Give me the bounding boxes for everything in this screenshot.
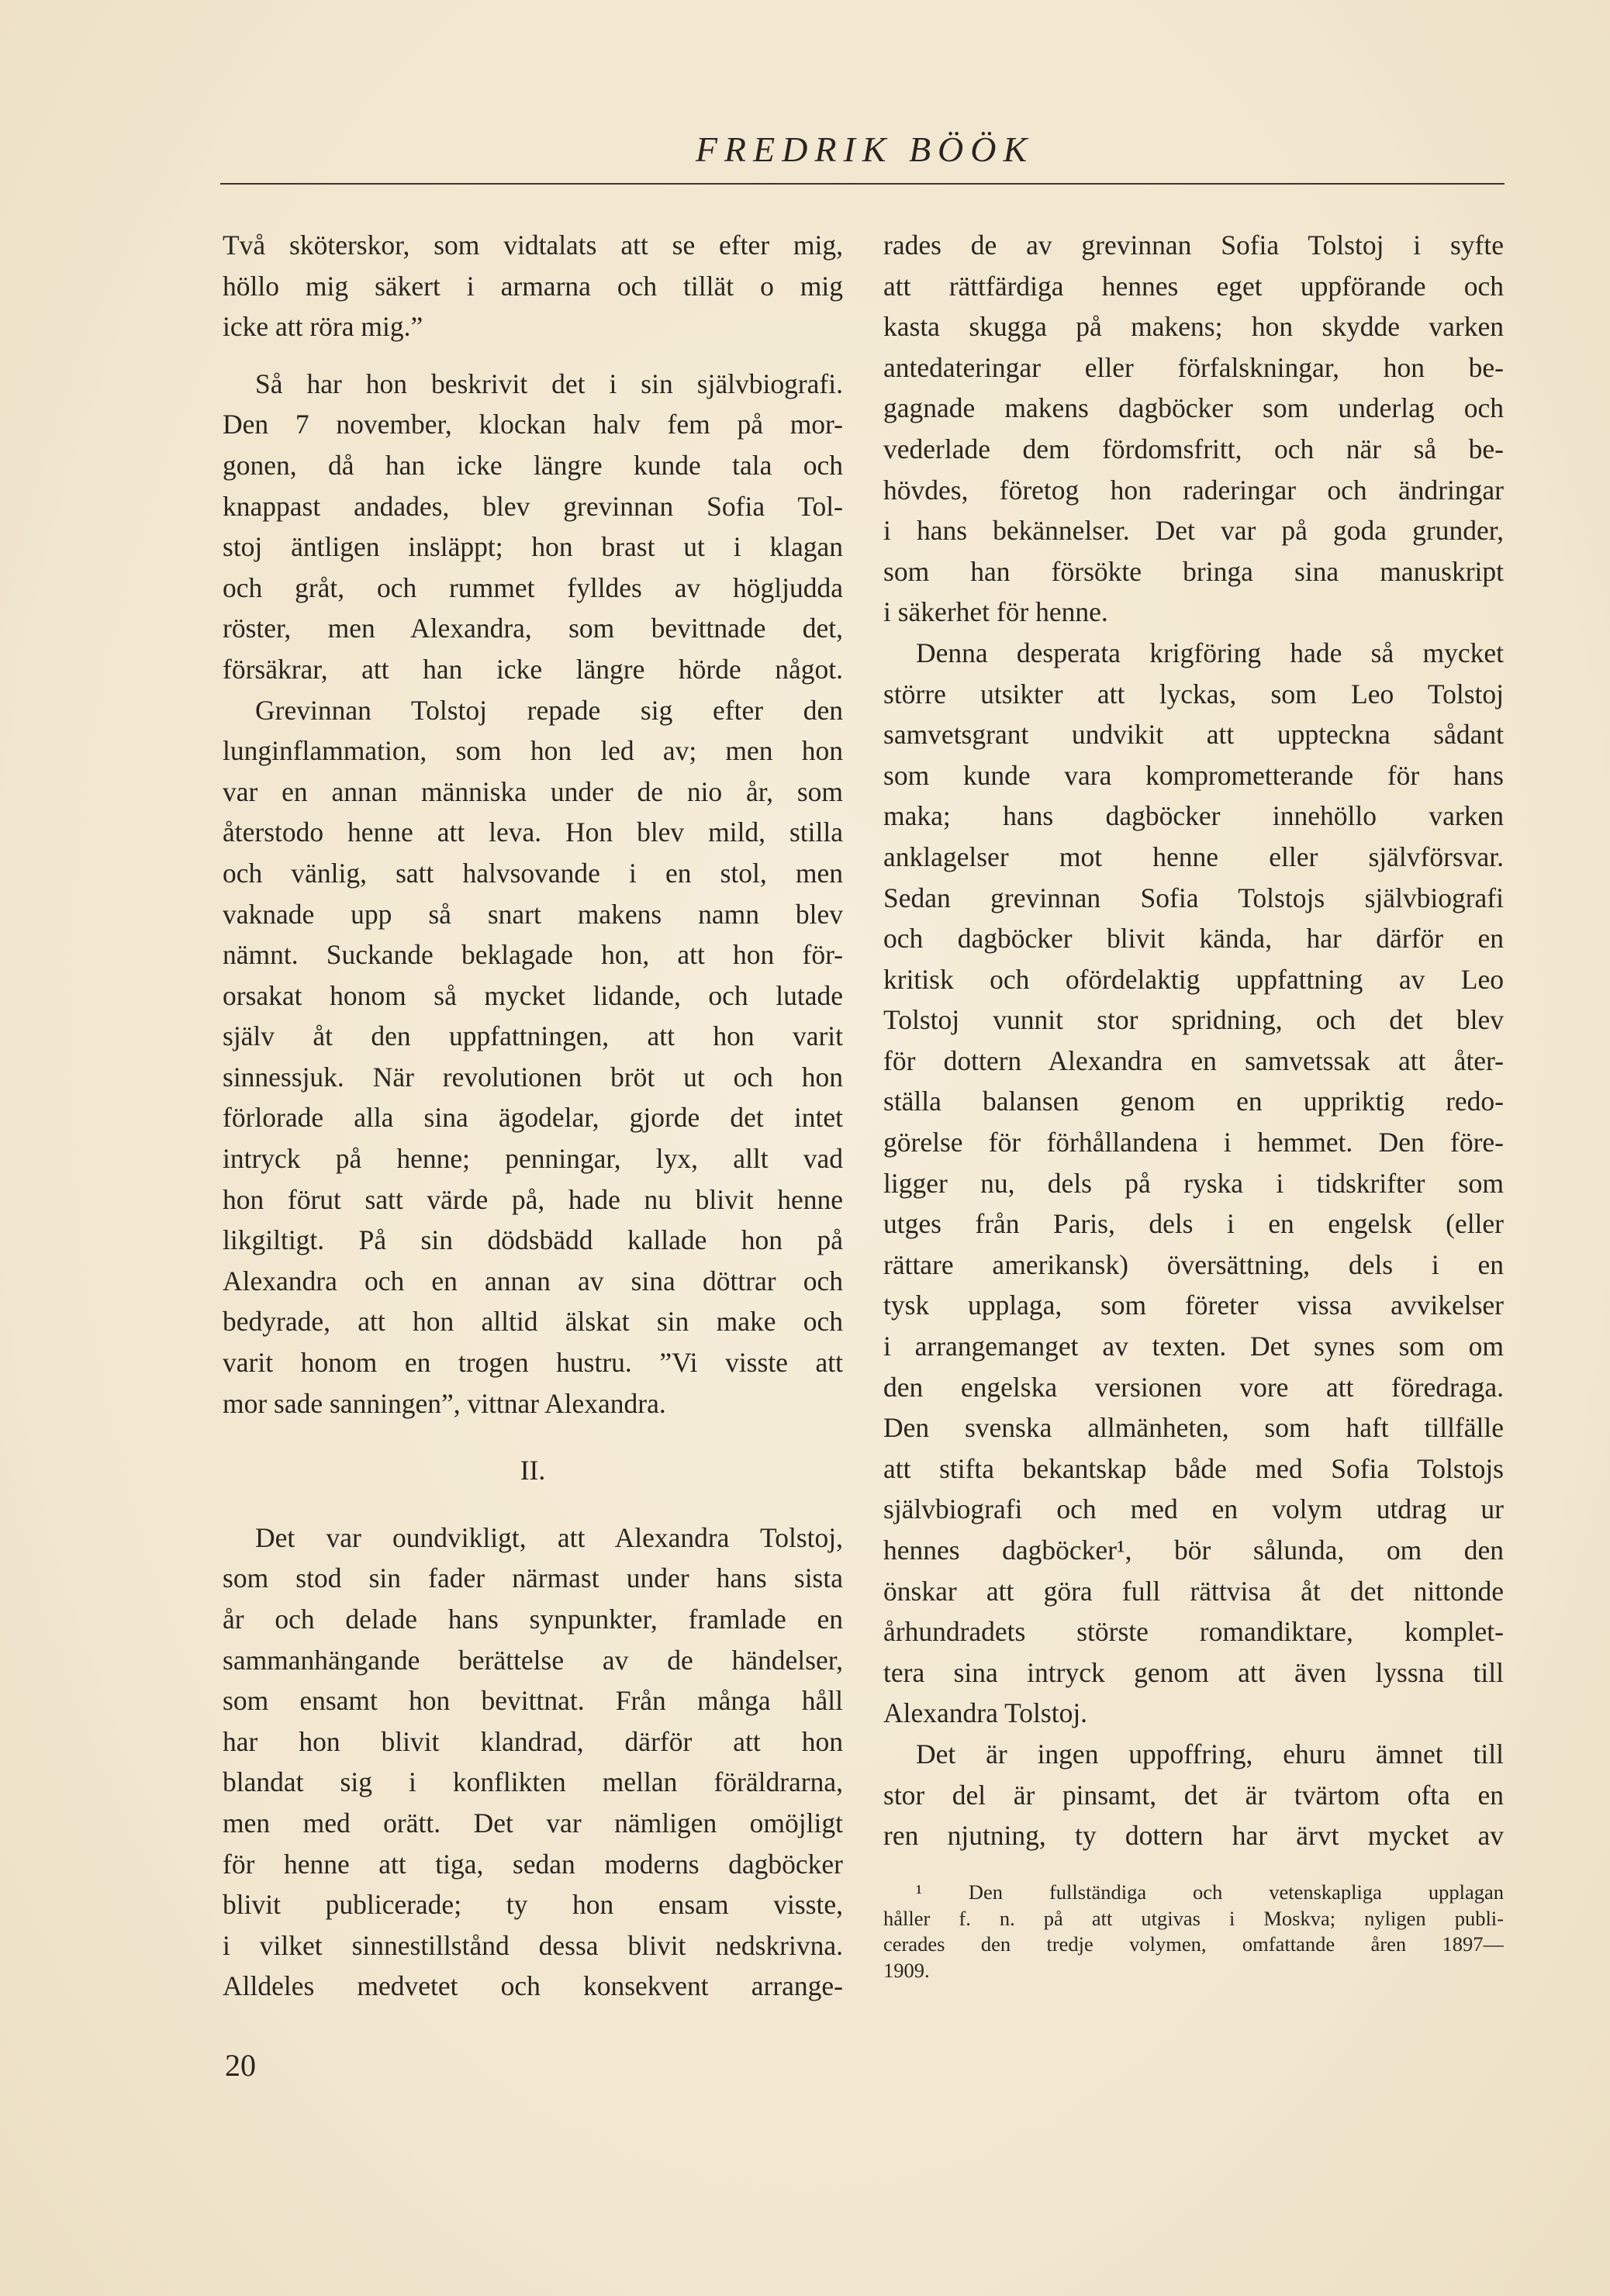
text-line: och gråt, och rummet fylldes av högljudda xyxy=(223,571,843,603)
text-line: intryck på henne; penningar, lyx, allt vad xyxy=(223,1143,843,1175)
text-line: stoj äntligen insläppt; hon brast ut i klagan xyxy=(223,531,843,563)
section-heading: II. xyxy=(520,1455,546,1486)
text-line: men med orätt. Det var nämligen omöjligt xyxy=(223,1807,843,1839)
running-header: FREDRIK BÖÖK xyxy=(695,129,1035,169)
text-line: samvetsgrant undvikit att uppteckna sådant xyxy=(883,719,1504,751)
text-line: rättare amerikansk) översättning, dels i en xyxy=(883,1248,1504,1280)
text-line: i vilket sinnestillstånd dessa blivit nedskrivna. xyxy=(223,1929,843,1961)
header-rule xyxy=(220,183,1505,185)
text-line: Alldeles medvetet och konsekvent arrange- xyxy=(223,1970,843,2002)
text-line: hennes dagböcker¹, bör sålunda, om den xyxy=(883,1535,1504,1566)
text-line: knappast andades, blev grevinnan Sofia Tol- xyxy=(223,490,843,522)
text-line: och dagböcker blivit kända, har därför en xyxy=(883,923,1504,955)
text-line: icke att röra mig.” xyxy=(223,311,423,343)
text-line: hon förut satt värde på, hade nu blivit henne xyxy=(223,1183,843,1215)
page-number: 20 xyxy=(225,2048,256,2083)
text-line: gonen, då han icke längre kunde tala och xyxy=(223,449,843,481)
text-line: Sedan grevinnan Sofia Tolstojs självbiografi xyxy=(883,882,1504,913)
text-line: själv åt den uppfattningen, att hon varit xyxy=(223,1020,843,1052)
footnote-line: ¹ Den fullständiga och vetenskapliga upplagan xyxy=(916,1880,1504,1904)
text-line: århundradets störste romandiktare, komplet- xyxy=(883,1616,1504,1648)
text-line: större utsikter att lyckas, som Leo Tolstoj xyxy=(883,678,1504,710)
text-line: år och delade hans synpunkter, framlade en xyxy=(223,1604,843,1635)
text-line: att rättfärdiga hennes eget uppförande och xyxy=(883,270,1504,302)
text-line: kasta skugga på makens; hon skydde varken xyxy=(883,311,1504,343)
text-line: utges från Paris, dels i en engelsk (eller xyxy=(883,1208,1504,1240)
text-line: ligger nu, dels på ryska i tidskrifter som xyxy=(883,1167,1504,1199)
text-line: som kunde vara komprometterande för hans xyxy=(883,759,1504,791)
text-line: att stifta bekantskap både med Sofia Tolstojs xyxy=(883,1452,1504,1484)
text-line: antedateringar eller förfalskningar, hon be- xyxy=(883,351,1504,383)
text-line: i hans bekännelser. Det var på goda grunder, xyxy=(883,515,1504,547)
footnote-line: 1909. xyxy=(883,1958,930,1982)
text-line: Det är ingen uppoffring, ehuru ämnet till xyxy=(916,1738,1504,1769)
text-line: ställa balansen genom en uppriktig redo- xyxy=(883,1086,1504,1117)
text-line: självbiografi och med en volym utdrag ur xyxy=(883,1493,1504,1525)
text-line: stor del är pinsamt, det är tvärtom ofta en xyxy=(883,1779,1504,1811)
footnote-line: cerades den tredje volymen, omfattande åren 1897— xyxy=(883,1932,1504,1956)
text-line: försäkrar, att han icke längre hörde något. xyxy=(223,653,843,685)
text-line: nämnt. Suckande beklagade hon, att hon för- xyxy=(223,939,843,971)
text-line: kritisk och ofördelaktig uppfattning av Leo xyxy=(883,963,1504,995)
text-line: blivit publicerade; ty hon ensam visste, xyxy=(223,1889,843,1921)
text-line: och vänlig, satt halvsovande i en stol, men xyxy=(223,857,843,889)
text-line: var en annan människa under de nio år, som xyxy=(223,775,843,807)
text-line: hövdes, företog hon raderingar och ändringar xyxy=(883,474,1504,506)
text-line: likgiltigt. På sin dödsbädd kallade hon på xyxy=(223,1224,843,1256)
text-line: förlorade alla sina ägodelar, gjorde det intet xyxy=(223,1102,843,1134)
text-line: för henne att tiga, sedan moderns dagböcker xyxy=(223,1848,843,1880)
text-line: lunginflammation, som hon led av; men hon xyxy=(223,735,843,767)
text-line: orsakat honom så mycket lidande, och lutade xyxy=(223,979,843,1011)
text-line: som stod sin fader närmast under hans sista xyxy=(223,1562,843,1594)
text-line: tera sina intryck genom att även lyssna till xyxy=(883,1656,1504,1688)
right-column xyxy=(883,225,1504,1856)
text-line: gagnade makens dagböcker som underlag och xyxy=(883,392,1504,424)
text-line: vederlade dem fördomsfritt, och när så be- xyxy=(883,433,1504,464)
text-line: tysk upplaga, som företer vissa avvikelser xyxy=(883,1290,1504,1321)
text-line: Det var oundvikligt, att Alexandra Tolstoj, xyxy=(255,1521,843,1553)
text-line: den engelska versionen vore att föredraga. xyxy=(883,1371,1504,1403)
text-line: Så har hon beskrivit det i sin självbiografi. xyxy=(255,368,843,399)
text-line: Två sköterskor, som vidtalats att se efter mig, xyxy=(223,230,843,261)
text-line: bedyrade, att hon alltid älskat sin make och xyxy=(223,1306,843,1338)
text-line: anklagelser mot henne eller självförsvar. xyxy=(883,841,1504,872)
text-line: Alexandra och en annan av sina döttrar och xyxy=(223,1265,843,1296)
text-line: röster, men Alexandra, som bevittnade det, xyxy=(223,613,843,644)
text-line: sammanhängande berättelse av de händelser, xyxy=(223,1644,843,1676)
text-line: Grevinnan Tolstoj repade sig efter den xyxy=(255,694,843,726)
text-line: varit honom en trogen hustru. ”Vi visste att xyxy=(223,1347,843,1379)
text-line: ren njutning, ty dottern har ärvt mycket av xyxy=(883,1820,1504,1852)
text-line: återstodo henne att leva. Hon blev mild, stilla xyxy=(223,817,843,848)
text-line: Tolstoj vunnit stor spridning, och det blev xyxy=(883,1004,1504,1036)
footnote xyxy=(883,1880,1504,1984)
text-line: mor sade sanningen”, vittnar Alexandra. xyxy=(223,1387,666,1419)
text-line: önskar att göra full rättvisa åt det nittonde xyxy=(883,1575,1504,1607)
text-line: rades de av grevinnan Sofia Tolstoj i syfte xyxy=(883,230,1504,261)
text-line: som ensamt hon bevittnat. Från många håll xyxy=(223,1685,843,1717)
text-line: Den 7 november, klockan halv fem på mor- xyxy=(223,409,843,440)
text-line: Alexandra Tolstoj. xyxy=(883,1697,1088,1729)
text-line: Den svenska allmänheten, som haft tillfälle xyxy=(883,1412,1504,1444)
text-line: som han försökte bringa sina manuskript xyxy=(883,555,1504,587)
left-column xyxy=(223,225,843,2007)
text-line: vaknade upp så snart makens namn blev xyxy=(223,898,843,930)
text-line: har hon blivit klandrad, därför att hon xyxy=(223,1725,843,1757)
text-line: maka; hans dagböcker innehöllo varken xyxy=(883,800,1504,832)
text-line: för dottern Alexandra en samvetssak att åter- xyxy=(883,1044,1504,1076)
text-line: i arrangemanget av texten. Det synes som om xyxy=(883,1331,1504,1362)
text-line: Denna desperata krigföring hade så mycket xyxy=(916,637,1504,668)
text-line: i säkerhet för henne. xyxy=(883,596,1108,628)
text-line: sinnessjuk. När revolutionen bröt ut och hon xyxy=(223,1061,843,1093)
text-line: blandat sig i konflikten mellan föräldrarna, xyxy=(223,1766,843,1798)
text-line: görelse för förhållandena i hemmet. Den före- xyxy=(883,1127,1504,1158)
footnote-line: håller f. n. på att utgivas i Moskva; nyligen publi- xyxy=(883,1906,1504,1930)
text-line: höllo mig säkert i armarna och tillät o mig xyxy=(223,270,843,302)
paragraph-gap xyxy=(223,347,843,364)
